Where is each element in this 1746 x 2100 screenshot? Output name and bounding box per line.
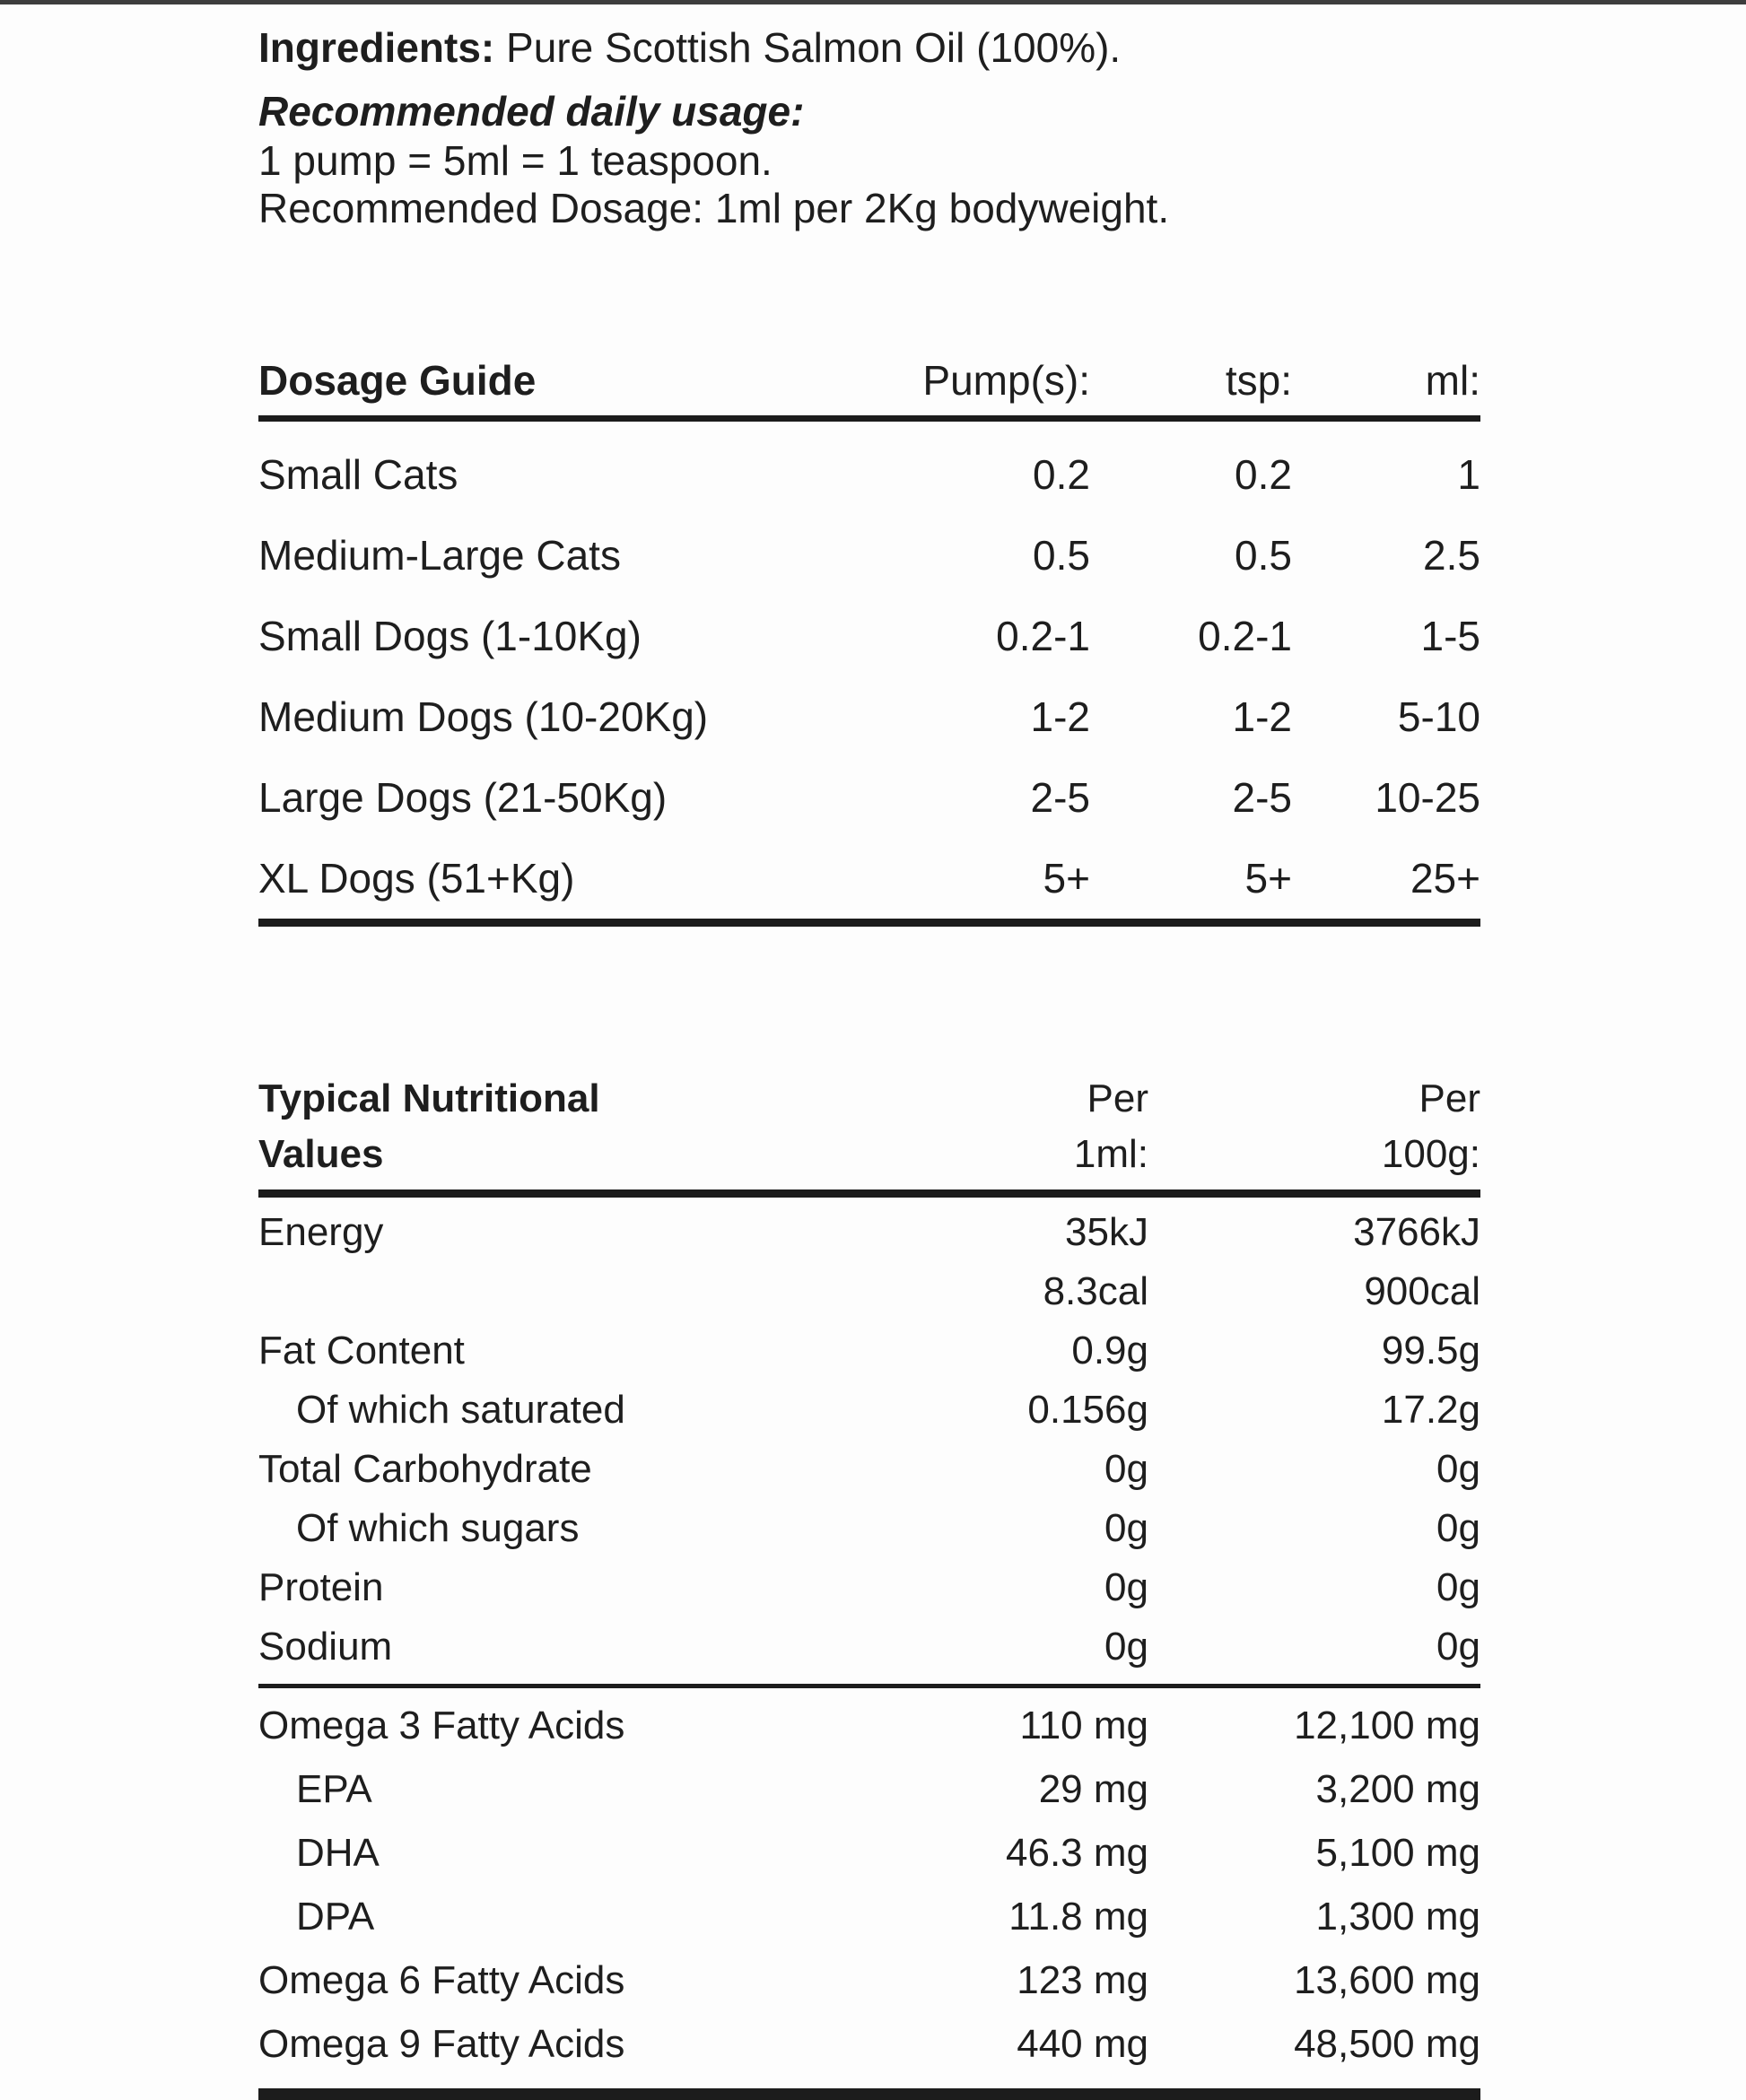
per-100g-value: 13,600 mg <box>1294 1957 1480 2002</box>
row-label: Omega 6 Fatty Acids <box>258 1957 625 2002</box>
pumps-value: 1-2 <box>1030 693 1090 740</box>
ml-value: 2.5 <box>1423 532 1480 579</box>
ingredients-value: Pure Scottish Salmon Oil (100%). <box>494 24 1122 71</box>
per-100g-value: 3766kJ <box>1353 1210 1480 1254</box>
table-row <box>258 676 1480 757</box>
tsp-value: 1-2 <box>1232 693 1292 740</box>
tsp-value: 0.2-1 <box>1198 613 1292 659</box>
table-row <box>258 1757 1480 1821</box>
column-header-pumps: Pump(s): <box>922 357 1090 404</box>
row-label: Energy <box>258 1210 384 1254</box>
table-row <box>258 1948 1480 2012</box>
table-row <box>258 1203 1480 1262</box>
table-row <box>258 1821 1480 1885</box>
row-label: Sodium <box>258 1625 393 1669</box>
usage-line-dosage: Recommended Dosage: 1ml per 2Kg bodyweight. <box>258 185 1170 231</box>
per-1ml-label: 1ml: <box>1073 1132 1148 1176</box>
table-row <box>258 1694 1480 1757</box>
ml-value: 10-25 <box>1375 774 1480 821</box>
row-label: Small Dogs (1-10Kg) <box>258 613 642 659</box>
per-100g-value: 0g <box>1436 1625 1480 1669</box>
ml-value: 25+ <box>1410 855 1480 902</box>
row-label: Of which sugars <box>296 1506 580 1550</box>
row-label: Medium-Large Cats <box>258 532 621 579</box>
row-label: XL Dogs (51+Kg) <box>258 855 575 902</box>
ml-value: 1-5 <box>1420 613 1480 659</box>
nutrition-title-line2: Values <box>258 1132 384 1176</box>
column-header-per-1ml <box>852 1071 1148 1182</box>
ml-value: 5-10 <box>1397 693 1480 740</box>
per-1ml-value: 440 mg <box>1017 2021 1148 2066</box>
pumps-value: 5+ <box>1043 855 1090 902</box>
row-label: Omega 9 Fatty Acids <box>258 2021 625 2066</box>
per-label: Per <box>1087 1076 1148 1120</box>
row-label: Total Carbohydrate <box>258 1447 592 1491</box>
row-label: Omega 3 Fatty Acids <box>258 1703 625 1747</box>
tsp-value: 0.5 <box>1235 532 1292 579</box>
table-row <box>258 1617 1480 1677</box>
row-label: EPA <box>296 1766 372 1811</box>
dosage-table-body <box>258 422 1480 927</box>
per-1ml-value: 0.9g <box>1071 1329 1148 1372</box>
table-row <box>258 1321 1480 1381</box>
table-row <box>258 1440 1480 1499</box>
nutrition-title-line1: Typical Nutritional <box>258 1076 600 1120</box>
intro-block <box>258 22 1480 232</box>
table-row <box>258 515 1480 596</box>
per-1ml-value: 0g <box>1104 1565 1148 1609</box>
table-row <box>258 1558 1480 1617</box>
per-1ml-value: 0.156g <box>1027 1388 1148 1432</box>
per-100g-value: 1,300 mg <box>1315 1894 1480 1939</box>
table-row <box>258 838 1480 919</box>
per-100g-value: 5,100 mg <box>1315 1830 1480 1875</box>
table-row <box>258 1381 1480 1440</box>
per-1ml-value: 123 mg <box>1017 1957 1148 2002</box>
row-label: Of which saturated <box>296 1388 625 1432</box>
row-label: Large Dogs (21-50Kg) <box>258 774 668 821</box>
per-1ml-value: 0g <box>1104 1625 1148 1669</box>
nutrition-table-header <box>258 1067 1480 1198</box>
pumps-value: 0.2-1 <box>996 613 1090 659</box>
table-row <box>258 596 1480 676</box>
dosage-table-header <box>258 345 1480 422</box>
dosage-guide-table <box>258 345 1480 927</box>
usage-heading: Recommended daily usage: <box>258 88 805 135</box>
top-edge-bar <box>0 0 1746 4</box>
omega-section <box>258 1694 1480 2076</box>
per-1ml-value: 29 mg <box>1038 1766 1148 1811</box>
pumps-value: 0.5 <box>1033 532 1090 579</box>
per-1ml-value: 35kJ <box>1065 1210 1148 1254</box>
per-100g-value: 17.2g <box>1381 1388 1480 1432</box>
column-header-per-100g <box>1148 1071 1480 1182</box>
ingredients-label: Ingredients: <box>258 24 495 71</box>
nutrition-table <box>258 1067 1480 2100</box>
per-1ml-value: 8.3cal <box>1043 1269 1148 1313</box>
row-label: Medium Dogs (10-20Kg) <box>258 693 709 740</box>
row-label: DHA <box>296 1830 380 1875</box>
per-label: Per <box>1419 1076 1480 1120</box>
per-100g-value: 12,100 mg <box>1294 1703 1480 1747</box>
dosage-table-title: Dosage Guide <box>258 357 537 404</box>
ingredients-line <box>258 22 1480 74</box>
pumps-value: 2-5 <box>1030 774 1090 821</box>
table-row <box>258 1499 1480 1558</box>
per-1ml-value: 0g <box>1104 1506 1148 1550</box>
row-label: Fat Content <box>258 1329 465 1372</box>
per-100g-value: 0g <box>1436 1565 1480 1609</box>
row-label: DPA <box>296 1894 375 1939</box>
table-row <box>258 757 1480 838</box>
per-1ml-value: 0g <box>1104 1447 1148 1491</box>
table-row <box>258 1885 1480 1948</box>
per-1ml-value: 46.3 mg <box>1006 1830 1148 1875</box>
per-1ml-value: 110 mg <box>1019 1703 1148 1747</box>
usage-line-pump: 1 pump = 5ml = 1 teaspoon. <box>258 137 773 184</box>
row-label: Protein <box>258 1565 384 1609</box>
omega-section-divider <box>258 1684 1480 1688</box>
nutrition-table-title <box>258 1071 852 1182</box>
per-100g-value: 0g <box>1436 1506 1480 1550</box>
tsp-value: 0.2 <box>1235 451 1292 498</box>
nutrition-table-body <box>258 1198 1480 1677</box>
per-100g-value: 48,500 mg <box>1294 2021 1480 2066</box>
pumps-value: 0.2 <box>1033 451 1090 498</box>
per-100g-value: 900cal <box>1364 1269 1480 1313</box>
table-row <box>258 1262 1480 1321</box>
tsp-value: 5+ <box>1244 855 1292 902</box>
tsp-value: 2-5 <box>1232 774 1292 821</box>
per-1ml-value: 11.8 mg <box>1008 1894 1148 1939</box>
row-label: Small Cats <box>258 451 458 498</box>
per-100g-value: 3,200 mg <box>1315 1766 1480 1811</box>
table-row <box>258 434 1480 515</box>
per-100g-label: 100g: <box>1381 1132 1480 1176</box>
ml-value: 1 <box>1457 451 1480 498</box>
per-100g-value: 99.5g <box>1381 1329 1480 1372</box>
table-row <box>258 2012 1480 2076</box>
column-header-tsp: tsp: <box>1225 357 1292 404</box>
column-header-ml: ml: <box>1425 357 1480 404</box>
per-100g-value: 0g <box>1436 1447 1480 1491</box>
